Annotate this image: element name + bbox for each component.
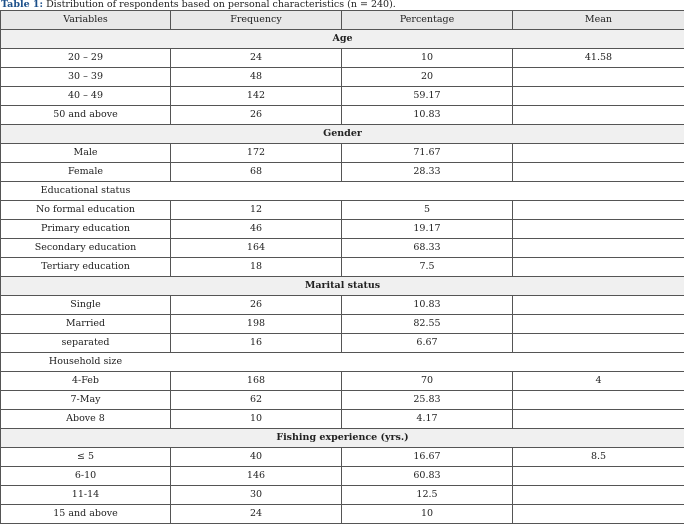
frequency-cell: 24 — [171, 505, 342, 524]
section-heading: Gender — [1, 125, 684, 144]
table-row — [1, 201, 684, 220]
frequency-cell: 142 — [171, 87, 342, 106]
table-body — [1, 30, 684, 524]
section-row — [1, 429, 684, 448]
variable-cell: 40 – 49 — [1, 87, 171, 106]
subheading-row — [1, 182, 684, 201]
variable-cell: separated — [1, 334, 171, 353]
frequency-cell: 16 — [171, 334, 342, 353]
mean-cell — [513, 201, 684, 220]
variable-cell: 50 and above — [1, 106, 171, 125]
percentage-cell: 10 — [342, 49, 513, 68]
frequency-cell: 68 — [171, 163, 342, 182]
subheading-row — [1, 353, 684, 372]
table-row — [1, 144, 684, 163]
table-row — [1, 163, 684, 182]
variable-cell: 30 – 39 — [1, 68, 171, 87]
table-header-row — [1, 11, 684, 30]
percentage-cell: 71.67 — [342, 144, 513, 163]
percentage-cell: 70 — [342, 372, 513, 391]
percentage-cell: 28.33 — [342, 163, 513, 182]
mean-cell — [513, 68, 684, 87]
frequency-cell: 12 — [171, 201, 342, 220]
variable-cell: Tertiary education — [1, 258, 171, 277]
mean-cell — [513, 144, 684, 163]
variable-cell: Secondary education — [1, 239, 171, 258]
section-heading: Fishing experience (yrs.) — [1, 429, 684, 448]
table-caption — [0, 0, 684, 10]
variable-cell: Married — [1, 315, 171, 334]
variable-cell: Single — [1, 296, 171, 315]
mean-cell — [513, 258, 684, 277]
table-row — [1, 486, 684, 505]
percentage-cell: 7.5 — [342, 258, 513, 277]
frequency-cell: 24 — [171, 49, 342, 68]
header-percentage: Percentage — [342, 11, 513, 30]
percentage-cell: 19.17 — [342, 220, 513, 239]
mean-cell — [513, 410, 684, 429]
header-mean: Mean — [513, 11, 684, 30]
header-frequency: Frequency — [171, 11, 342, 30]
percentage-cell: 10 — [342, 505, 513, 524]
mean-cell — [513, 334, 684, 353]
empty-cell — [513, 353, 684, 372]
mean-cell — [513, 106, 684, 125]
table-row — [1, 448, 684, 467]
frequency-cell: 62 — [171, 391, 342, 410]
section-row — [1, 30, 684, 49]
percentage-cell: 60.83 — [342, 467, 513, 486]
table-row — [1, 410, 684, 429]
table-row — [1, 505, 684, 524]
table-row — [1, 49, 684, 68]
table-row — [1, 467, 684, 486]
mean-cell — [513, 163, 684, 182]
mean-cell — [513, 486, 684, 505]
mean-cell — [513, 467, 684, 486]
mean-cell — [513, 505, 684, 524]
mean-cell — [513, 87, 684, 106]
percentage-cell: 6.67 — [342, 334, 513, 353]
respondents-table — [0, 10, 684, 524]
frequency-cell: 46 — [171, 220, 342, 239]
percentage-cell: 4.17 — [342, 410, 513, 429]
percentage-cell: 16.67 — [342, 448, 513, 467]
table-row — [1, 220, 684, 239]
empty-cell — [171, 182, 342, 201]
table-row — [1, 315, 684, 334]
subheading-label: Educational status — [1, 182, 171, 201]
variable-cell: 11-14 — [1, 486, 171, 505]
table-row — [1, 239, 684, 258]
frequency-cell: 30 — [171, 486, 342, 505]
variable-cell: 20 – 29 — [1, 49, 171, 68]
variable-cell: 15 and above — [1, 505, 171, 524]
empty-cell — [342, 182, 513, 201]
variable-cell: Male — [1, 144, 171, 163]
empty-cell — [513, 182, 684, 201]
mean-cell: 4 — [513, 372, 684, 391]
mean-cell: 41.58 — [513, 49, 684, 68]
frequency-cell: 48 — [171, 68, 342, 87]
percentage-cell: 12.5 — [342, 486, 513, 505]
frequency-cell: 26 — [171, 106, 342, 125]
empty-cell — [171, 353, 342, 372]
empty-cell — [342, 353, 513, 372]
variable-cell: No formal education — [1, 201, 171, 220]
frequency-cell: 10 — [171, 410, 342, 429]
table-row — [1, 87, 684, 106]
section-heading: Marital status — [1, 277, 684, 296]
percentage-cell: 20 — [342, 68, 513, 87]
mean-cell — [513, 296, 684, 315]
percentage-cell: 82.55 — [342, 315, 513, 334]
variable-cell: 6-10 — [1, 467, 171, 486]
table-row — [1, 258, 684, 277]
variable-cell: Above 8 — [1, 410, 171, 429]
percentage-cell: 10.83 — [342, 106, 513, 125]
subheading-label: Household size — [1, 353, 171, 372]
mean-cell — [513, 220, 684, 239]
mean-cell — [513, 391, 684, 410]
table-caption-label: Table 1: — [1, 0, 44, 10]
mean-cell — [513, 239, 684, 258]
header-variables: Variables — [1, 11, 171, 30]
table-caption-text: Distribution of respondents based on personal characteristics (n = 240). — [43, 0, 396, 10]
frequency-cell: 164 — [171, 239, 342, 258]
table-row — [1, 68, 684, 87]
mean-cell: 8.5 — [513, 448, 684, 467]
mean-cell — [513, 315, 684, 334]
section-row — [1, 125, 684, 144]
variable-cell: 4-Feb — [1, 372, 171, 391]
frequency-cell: 18 — [171, 258, 342, 277]
frequency-cell: 146 — [171, 467, 342, 486]
table-row — [1, 372, 684, 391]
section-heading: Age — [1, 30, 684, 49]
percentage-cell: 59.17 — [342, 87, 513, 106]
table-row — [1, 334, 684, 353]
variable-cell: Primary education — [1, 220, 171, 239]
percentage-cell: 68.33 — [342, 239, 513, 258]
percentage-cell: 5 — [342, 201, 513, 220]
percentage-cell: 25.83 — [342, 391, 513, 410]
table-row — [1, 296, 684, 315]
variable-cell: Female — [1, 163, 171, 182]
variable-cell: ≤ 5 — [1, 448, 171, 467]
percentage-cell: 10.83 — [342, 296, 513, 315]
table-row — [1, 391, 684, 410]
frequency-cell: 172 — [171, 144, 342, 163]
table-row — [1, 106, 684, 125]
frequency-cell: 198 — [171, 315, 342, 334]
frequency-cell: 26 — [171, 296, 342, 315]
variable-cell: 7-May — [1, 391, 171, 410]
frequency-cell: 40 — [171, 448, 342, 467]
frequency-cell: 168 — [171, 372, 342, 391]
section-row — [1, 277, 684, 296]
